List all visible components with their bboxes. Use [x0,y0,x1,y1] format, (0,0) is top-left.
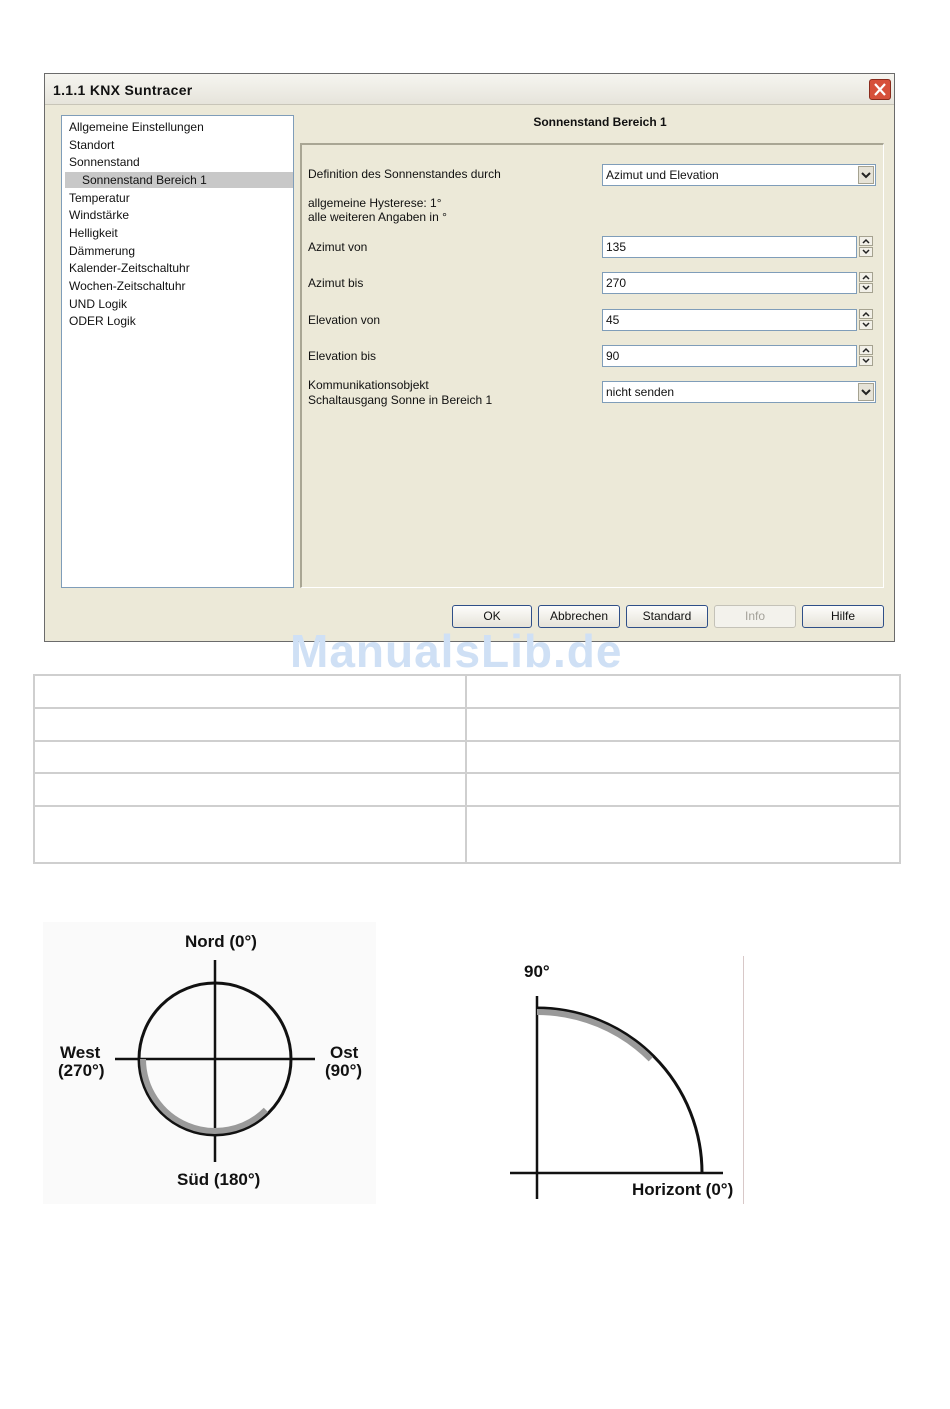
elevation-bis-spinner[interactable] [859,345,875,367]
info-button[interactable]: Info [714,605,796,628]
south-label: Süd (180°) [177,1170,261,1189]
azimut-von-input[interactable]: 135 [602,236,857,258]
elevation-graphic [506,956,744,1204]
ok-button[interactable]: OK [452,605,532,628]
east-label: Ost [330,1043,359,1062]
hysterese-text: allgemeine Hysterese: 1° [308,196,442,210]
chevron-down-icon[interactable] [858,383,874,401]
azimut-range-arc [143,1059,266,1131]
panel-title: Sonnenstand Bereich 1 [533,115,667,129]
table-cell [467,807,899,862]
table-cell [35,709,467,740]
units-text: alle weiteren Angaben in ° [308,210,447,224]
azimut-diagram [43,922,376,1204]
table-cell [35,676,467,707]
tree-item-helligkeit[interactable]: Helligkeit [69,226,118,240]
table-row [35,807,899,862]
spin-down-icon[interactable] [859,247,873,257]
watermark: ManualsLib.de [290,625,623,677]
east-degrees-label: (90°) [325,1061,363,1080]
definition-select[interactable] [602,164,876,186]
azimut-bis-input[interactable]: 270 [602,272,857,294]
azimut-bis-spinner[interactable] [859,272,875,294]
azimut-bis-label: Azimut bis [308,276,364,290]
azimut-von-spinner[interactable] [859,236,875,258]
spin-up-icon[interactable] [859,345,873,355]
table-row [35,709,899,742]
north-label: Nord (0°) [185,932,257,951]
table-cell [467,774,899,805]
definition-label: Definition des Sonnenstandes durch [308,167,501,181]
tree-item-temperatur[interactable]: Temperatur [69,191,130,205]
hilfe-button[interactable]: Hilfe [802,605,884,628]
zenith-label: 90° [524,962,550,981]
table-row [35,774,899,807]
settings-dialog [44,73,895,642]
title-bar[interactable] [45,74,894,105]
table-cell [467,709,899,740]
table-cell [35,774,467,805]
tree-item-windstaerke[interactable]: Windstärke [69,208,130,222]
tree-item-standort[interactable]: Standort [69,138,115,152]
west-degrees-label: (270°) [58,1061,105,1080]
azimut-von-label: Azimut von [308,240,368,254]
elevation-bis-label: Elevation bis [308,349,377,363]
parameter-tree [61,115,294,588]
schaltausgang-select[interactable] [602,381,876,403]
table-row [35,742,899,774]
elevation-von-label: Elevation von [308,313,381,327]
spin-down-icon[interactable] [859,283,873,293]
kommunikationsobjekt-label: Kommunikationsobjekt [308,378,429,392]
tree-item-sonnenstand[interactable]: Sonnenstand [69,155,140,169]
tree-item-oder-logik[interactable]: ODER Logik [69,314,136,328]
schaltausgang-select-value: nicht senden [606,385,675,399]
table-cell [467,742,899,772]
spin-up-icon[interactable] [859,236,873,246]
close-button[interactable] [869,79,891,100]
parameter-table [33,674,901,864]
table-cell [467,676,899,707]
elevation-diagram [506,956,744,1204]
tree-item-und-logik[interactable]: UND Logik [69,297,128,311]
spin-down-icon[interactable] [859,356,873,366]
elevation-bis-input[interactable]: 90 [602,345,857,367]
tree-item-kalender-zeitschaltuhr[interactable]: Kalender-Zeitschaltuhr [69,261,190,275]
table-cell [35,807,467,862]
horizon-label: Horizont (0°) [632,1180,734,1199]
spin-down-icon[interactable] [859,320,873,330]
tree-item-allgemeine-einstellungen[interactable]: Allgemeine Einstellungen [69,120,204,134]
west-label: West [60,1043,101,1062]
chevron-down-icon[interactable] [858,166,874,184]
definition-select-value: Azimut und Elevation [606,168,719,182]
tree-item-sonnenstand-bereich-1[interactable]: Sonnenstand Bereich 1 [65,172,293,188]
spin-up-icon[interactable] [859,272,873,282]
spin-up-icon[interactable] [859,309,873,319]
table-cell [35,742,467,772]
window-title: 1.1.1 KNX Suntracer [53,82,193,98]
table-row [35,676,899,709]
parameter-panel [300,143,884,588]
elevation-von-input[interactable]: 45 [602,309,857,331]
standard-button[interactable]: Standard [626,605,708,628]
close-icon [870,80,890,99]
tree-item-daemmerung[interactable]: Dämmerung [69,244,136,258]
abbrechen-button[interactable]: Abbrechen [538,605,620,628]
tree-item-wochen-zeitschaltuhr[interactable]: Wochen-Zeitschaltuhr [69,279,186,293]
schaltausgang-label: Schaltausgang Sonne in Bereich 1 [308,393,493,407]
elevation-von-spinner[interactable] [859,309,875,331]
